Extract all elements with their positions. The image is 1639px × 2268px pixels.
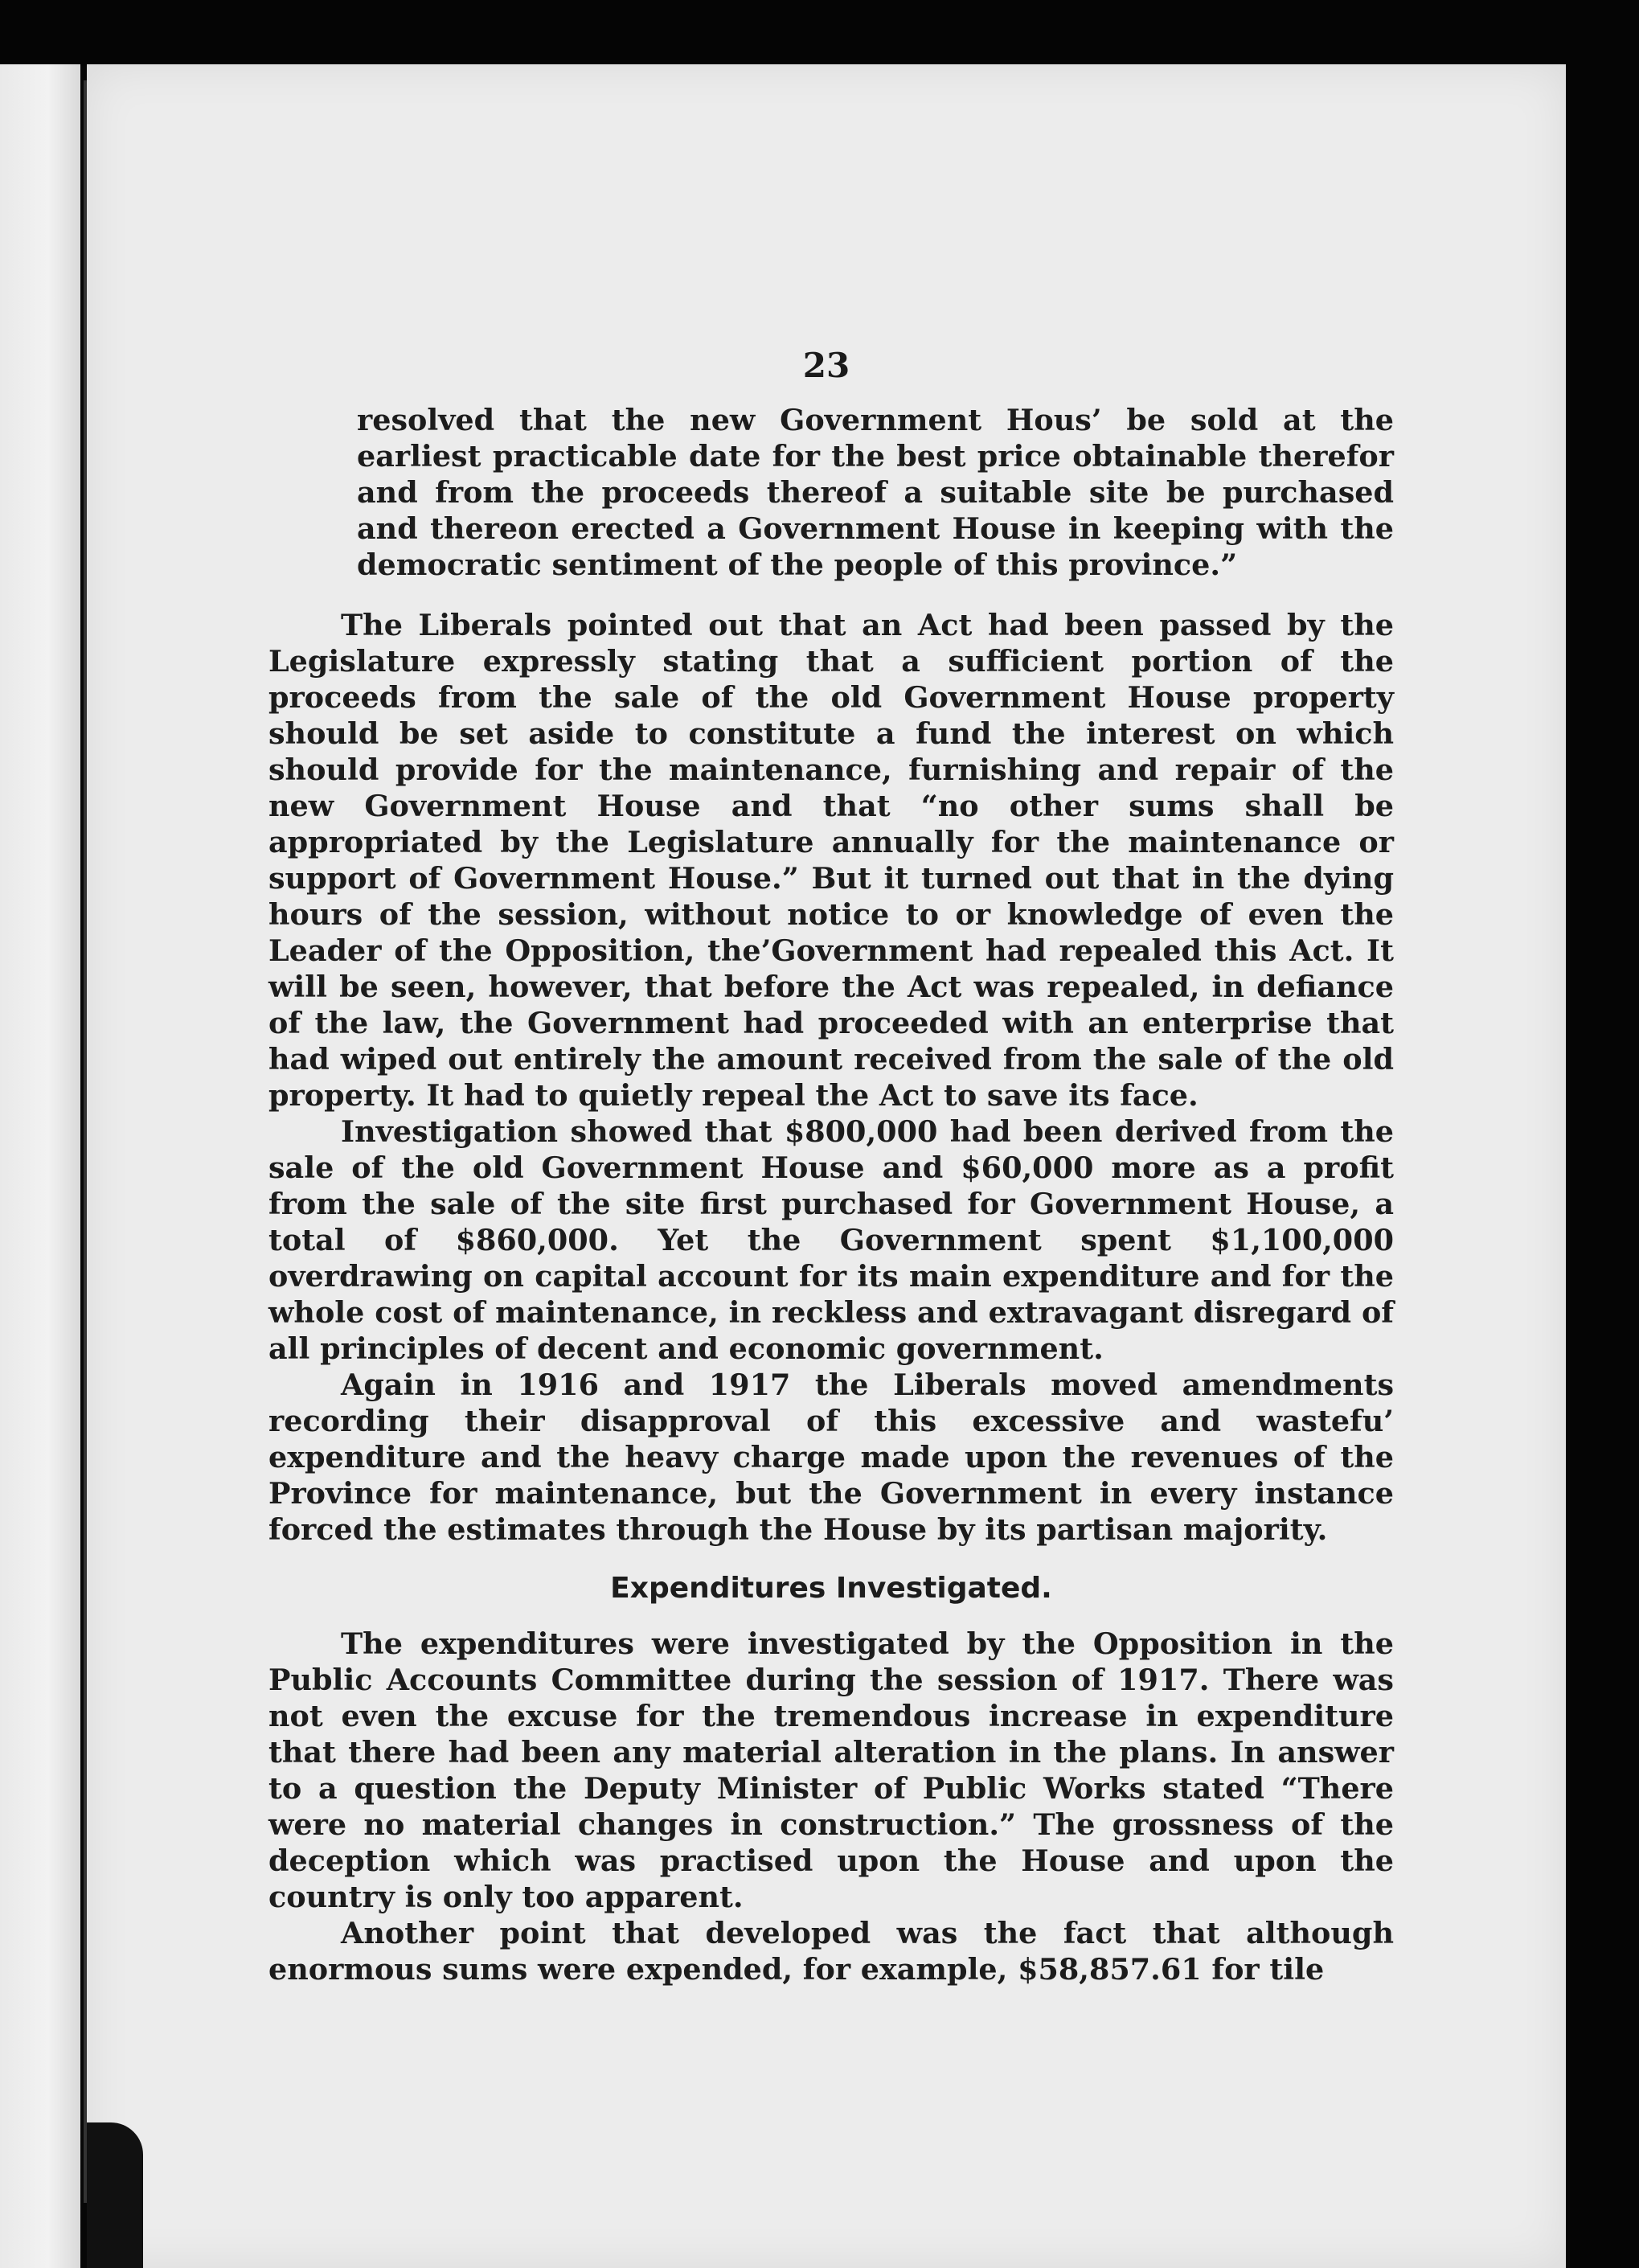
paragraph-again-1916: Again in 1916 and 1917 the Liberals moved amendments recording their disapproval of this excessive and wastefu’ expenditure and the heavy charge made upon the revenues of the Province for maintenance, but the Government in every instance forced the estimates through the House by its partisan majority. [268,1368,1394,1547]
paragraph-another-point: Another point that developed was the fact that although enormous sums were expended, for example, $58,857.61 for tile [268,1916,1394,1987]
scan-shadow [87,2122,143,2268]
paragraph-liberals-act: The Liberals pointed out that an Act had been passed by the Legislature expressly stating that a sufficient portion of the proceeds from the sale of the old Government House property should be set aside to constitute a fund the interest on which should provide for the maintenance, furnishing and repair of the new Government House and that “no other sums shall be appropriated by the Legislature annually for the maintenance or support of Government House.” But it turned out that in the dying hours of the session, without notice to or knowledge of even the Leader of the Opposition, the’Government had repealed this Act. It will be seen, however, that before the Act was repealed, in defiance of the law, the Government had proceeded with an enterprise that had wiped out entirely the amount received from the sale of the old property. It had to quietly repeal the Act to save its face. [268,608,1394,1113]
document-page [87,64,1566,2268]
page-number: 23 [802,346,850,385]
body-text [268,402,1394,1987]
scanner-top-border [0,0,1639,66]
section-heading: Expenditures Investigated. [610,1572,1052,1605]
scanner-right-border [1566,64,1639,2268]
paragraph-quote-tail: resolved that the new Government Hous’ be sold at the earliest practicable date for the best price obtainable therefor and from the proceeds thereof a suitable site be purchased and thereon erected a Government House in keeping with the democratic sentiment of the people of this province.” [357,403,1394,582]
facing-page-edge [0,64,80,2268]
paragraph-investigation: Investigation showed that $800,000 had been derived from the sale of the old Government House and $60,000 more as a profit from the sale of the site first purchased for Government House, a total of $860,000. Yet the Government spent $1,100,000 overdrawing on capital account for its main expenditure and for the whole cost of maintenance, in reckless and extravagant disregard of all principles of decent and economic government. [268,1114,1394,1366]
paragraph-expenditures: The expenditures were investigated by the Opposition in the Public Accounts Committee during the session of 1917. There was not even the excuse for the tremendous increase in expenditure that there had been any material alteration in the plans. In answer to a question the Deputy Minister of Public Works stated “There were no material changes in construction.” The grossness of the deception which was practised upon the House and upon the country is only too apparent. [268,1626,1394,1914]
